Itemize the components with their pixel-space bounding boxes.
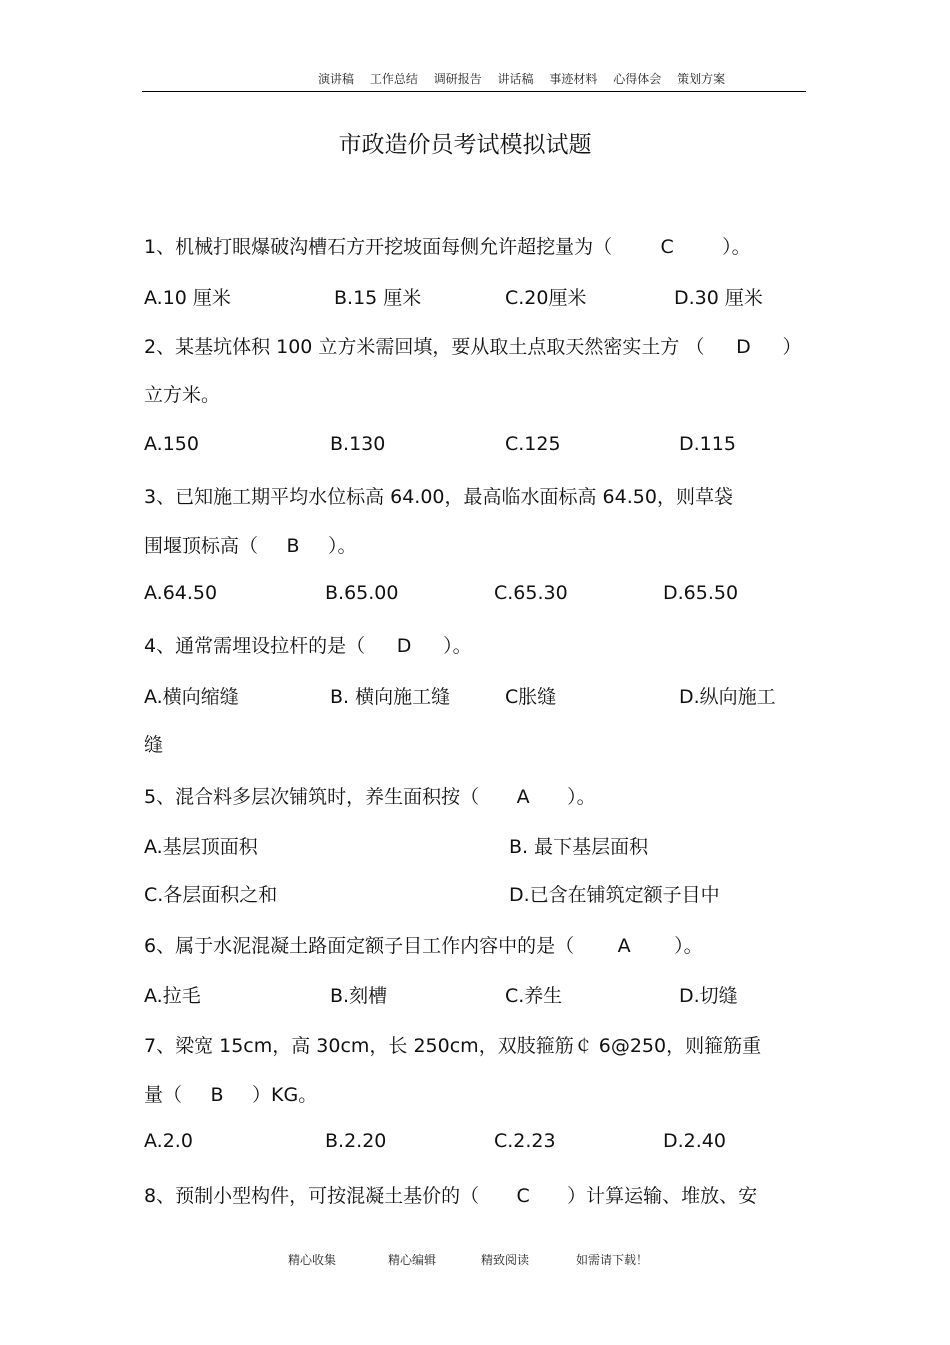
answer-letter: D xyxy=(396,635,412,657)
answer-letter: A xyxy=(617,935,631,957)
option-c: C.65.30 xyxy=(494,582,568,604)
header-item: 演讲稿 xyxy=(318,72,355,86)
question-text: ）。 xyxy=(674,935,703,957)
question-text: 8、预制小型构件，可按混凝土基价的（ xyxy=(144,1185,480,1207)
option-d: D.纵向施工 xyxy=(679,686,776,708)
document-title: 市政造价员考试模拟试题 xyxy=(338,132,592,158)
option-c: C.125 xyxy=(505,433,561,455)
question-text: 2、某基坑体积 100 立方米需回填，要从取土点取天然密实土方 （ xyxy=(144,336,705,358)
footer-item: 精心编辑 xyxy=(388,1253,437,1267)
option-a: A.2.0 xyxy=(144,1130,193,1152)
option-c: C.各层面积之和 xyxy=(144,884,278,906)
question-7-continuation xyxy=(144,1080,317,1107)
question-text: 6、属于水泥混凝土路面定额子目工作内容中的是（ xyxy=(144,935,575,957)
question-text: ）。 xyxy=(567,786,596,808)
question-2-stem xyxy=(144,332,802,359)
option-c: C.20厘米 xyxy=(505,287,587,309)
answer-letter: C xyxy=(660,236,674,258)
footer-item: 如需请下载！ xyxy=(576,1253,649,1267)
question-1-stem xyxy=(144,232,751,259)
option-a: A.150 xyxy=(144,433,199,455)
option-d: D.切缝 xyxy=(679,985,738,1007)
question-text: ）。 xyxy=(443,635,472,657)
option-a: A.64.50 xyxy=(144,582,218,604)
question-3-continuation xyxy=(144,531,357,558)
header-item: 工作总结 xyxy=(369,72,418,86)
question-3-stem: 3、已知施工期平均水位标高 64.00，最高临水面标高 64.50，则草袋 xyxy=(144,486,733,508)
option-b: B.刻槽 xyxy=(330,985,388,1007)
question-4-stem xyxy=(144,631,472,658)
option-a: A.拉毛 xyxy=(144,985,201,1007)
answer-letter: B xyxy=(210,1084,224,1106)
header-item: 调研报告 xyxy=(433,72,482,86)
answer-letter: A xyxy=(516,786,530,808)
header-item: 讲话稿 xyxy=(497,72,534,86)
question-text: ）KG。 xyxy=(252,1084,318,1106)
footer-item: 精心收集 xyxy=(288,1253,337,1267)
question-text: 4、通常需埋设拉杆的是（ xyxy=(144,635,366,657)
option-d-continuation: 缝 xyxy=(144,734,164,756)
question-6-stem xyxy=(144,931,703,958)
option-a: A.横向缩缝 xyxy=(144,686,239,708)
question-text: ） xyxy=(782,336,802,358)
option-b: B. 横向施工缝 xyxy=(330,686,451,708)
question-text: ）。 xyxy=(328,535,357,557)
option-b: B. 最下基层面积 xyxy=(509,836,649,858)
question-text: 5、混合料多层次铺筑时，养生面积按（ xyxy=(144,786,480,808)
option-b: B.65.00 xyxy=(325,582,399,604)
question-text: 1、机械打眼爆破沟槽石方开挖坡面每侧允许超挖量为（ xyxy=(144,236,613,258)
answer-letter: D xyxy=(736,336,751,358)
question-5-stem xyxy=(144,782,596,809)
question-text: ）。 xyxy=(722,236,751,258)
option-d: D.2.40 xyxy=(663,1130,726,1152)
option-a: A.10 厘米 xyxy=(144,287,231,309)
question-2-continuation: 立方米。 xyxy=(144,384,221,406)
header-item: 心得体会 xyxy=(613,72,662,86)
answer-letter: C xyxy=(516,1185,530,1207)
page-header xyxy=(318,70,737,87)
option-d: D.65.50 xyxy=(663,582,739,604)
answer-letter: B xyxy=(286,535,300,557)
question-text: 量（ xyxy=(144,1084,183,1106)
option-b: B.2.20 xyxy=(325,1130,387,1152)
question-text: 围堰顶标高（ xyxy=(144,535,259,557)
option-d: D.已含在铺筑定额子目中 xyxy=(509,884,720,906)
option-b: B.130 xyxy=(330,433,386,455)
question-8-stem xyxy=(144,1181,757,1208)
option-c: C.养生 xyxy=(505,985,563,1007)
header-item: 事迹材料 xyxy=(549,72,598,86)
option-c: C.2.23 xyxy=(494,1130,556,1152)
footer-item: 精致阅读 xyxy=(481,1253,530,1267)
question-7-stem: 7、梁宽 15cm，高 30cm，长 250cm，双肢箍筋￠ 6@250，则箍筋重 xyxy=(144,1035,762,1057)
question-text: ）计算运输、堆放、安 xyxy=(567,1185,758,1207)
header-item: 策划方案 xyxy=(677,72,726,86)
option-a: A.基层顶面积 xyxy=(144,836,258,858)
option-d: D.30 厘米 xyxy=(674,287,763,309)
option-b: B.15 厘米 xyxy=(334,287,422,309)
option-d: D.115 xyxy=(679,433,736,455)
header-rule xyxy=(142,91,806,92)
option-c: C胀缝 xyxy=(505,686,557,708)
